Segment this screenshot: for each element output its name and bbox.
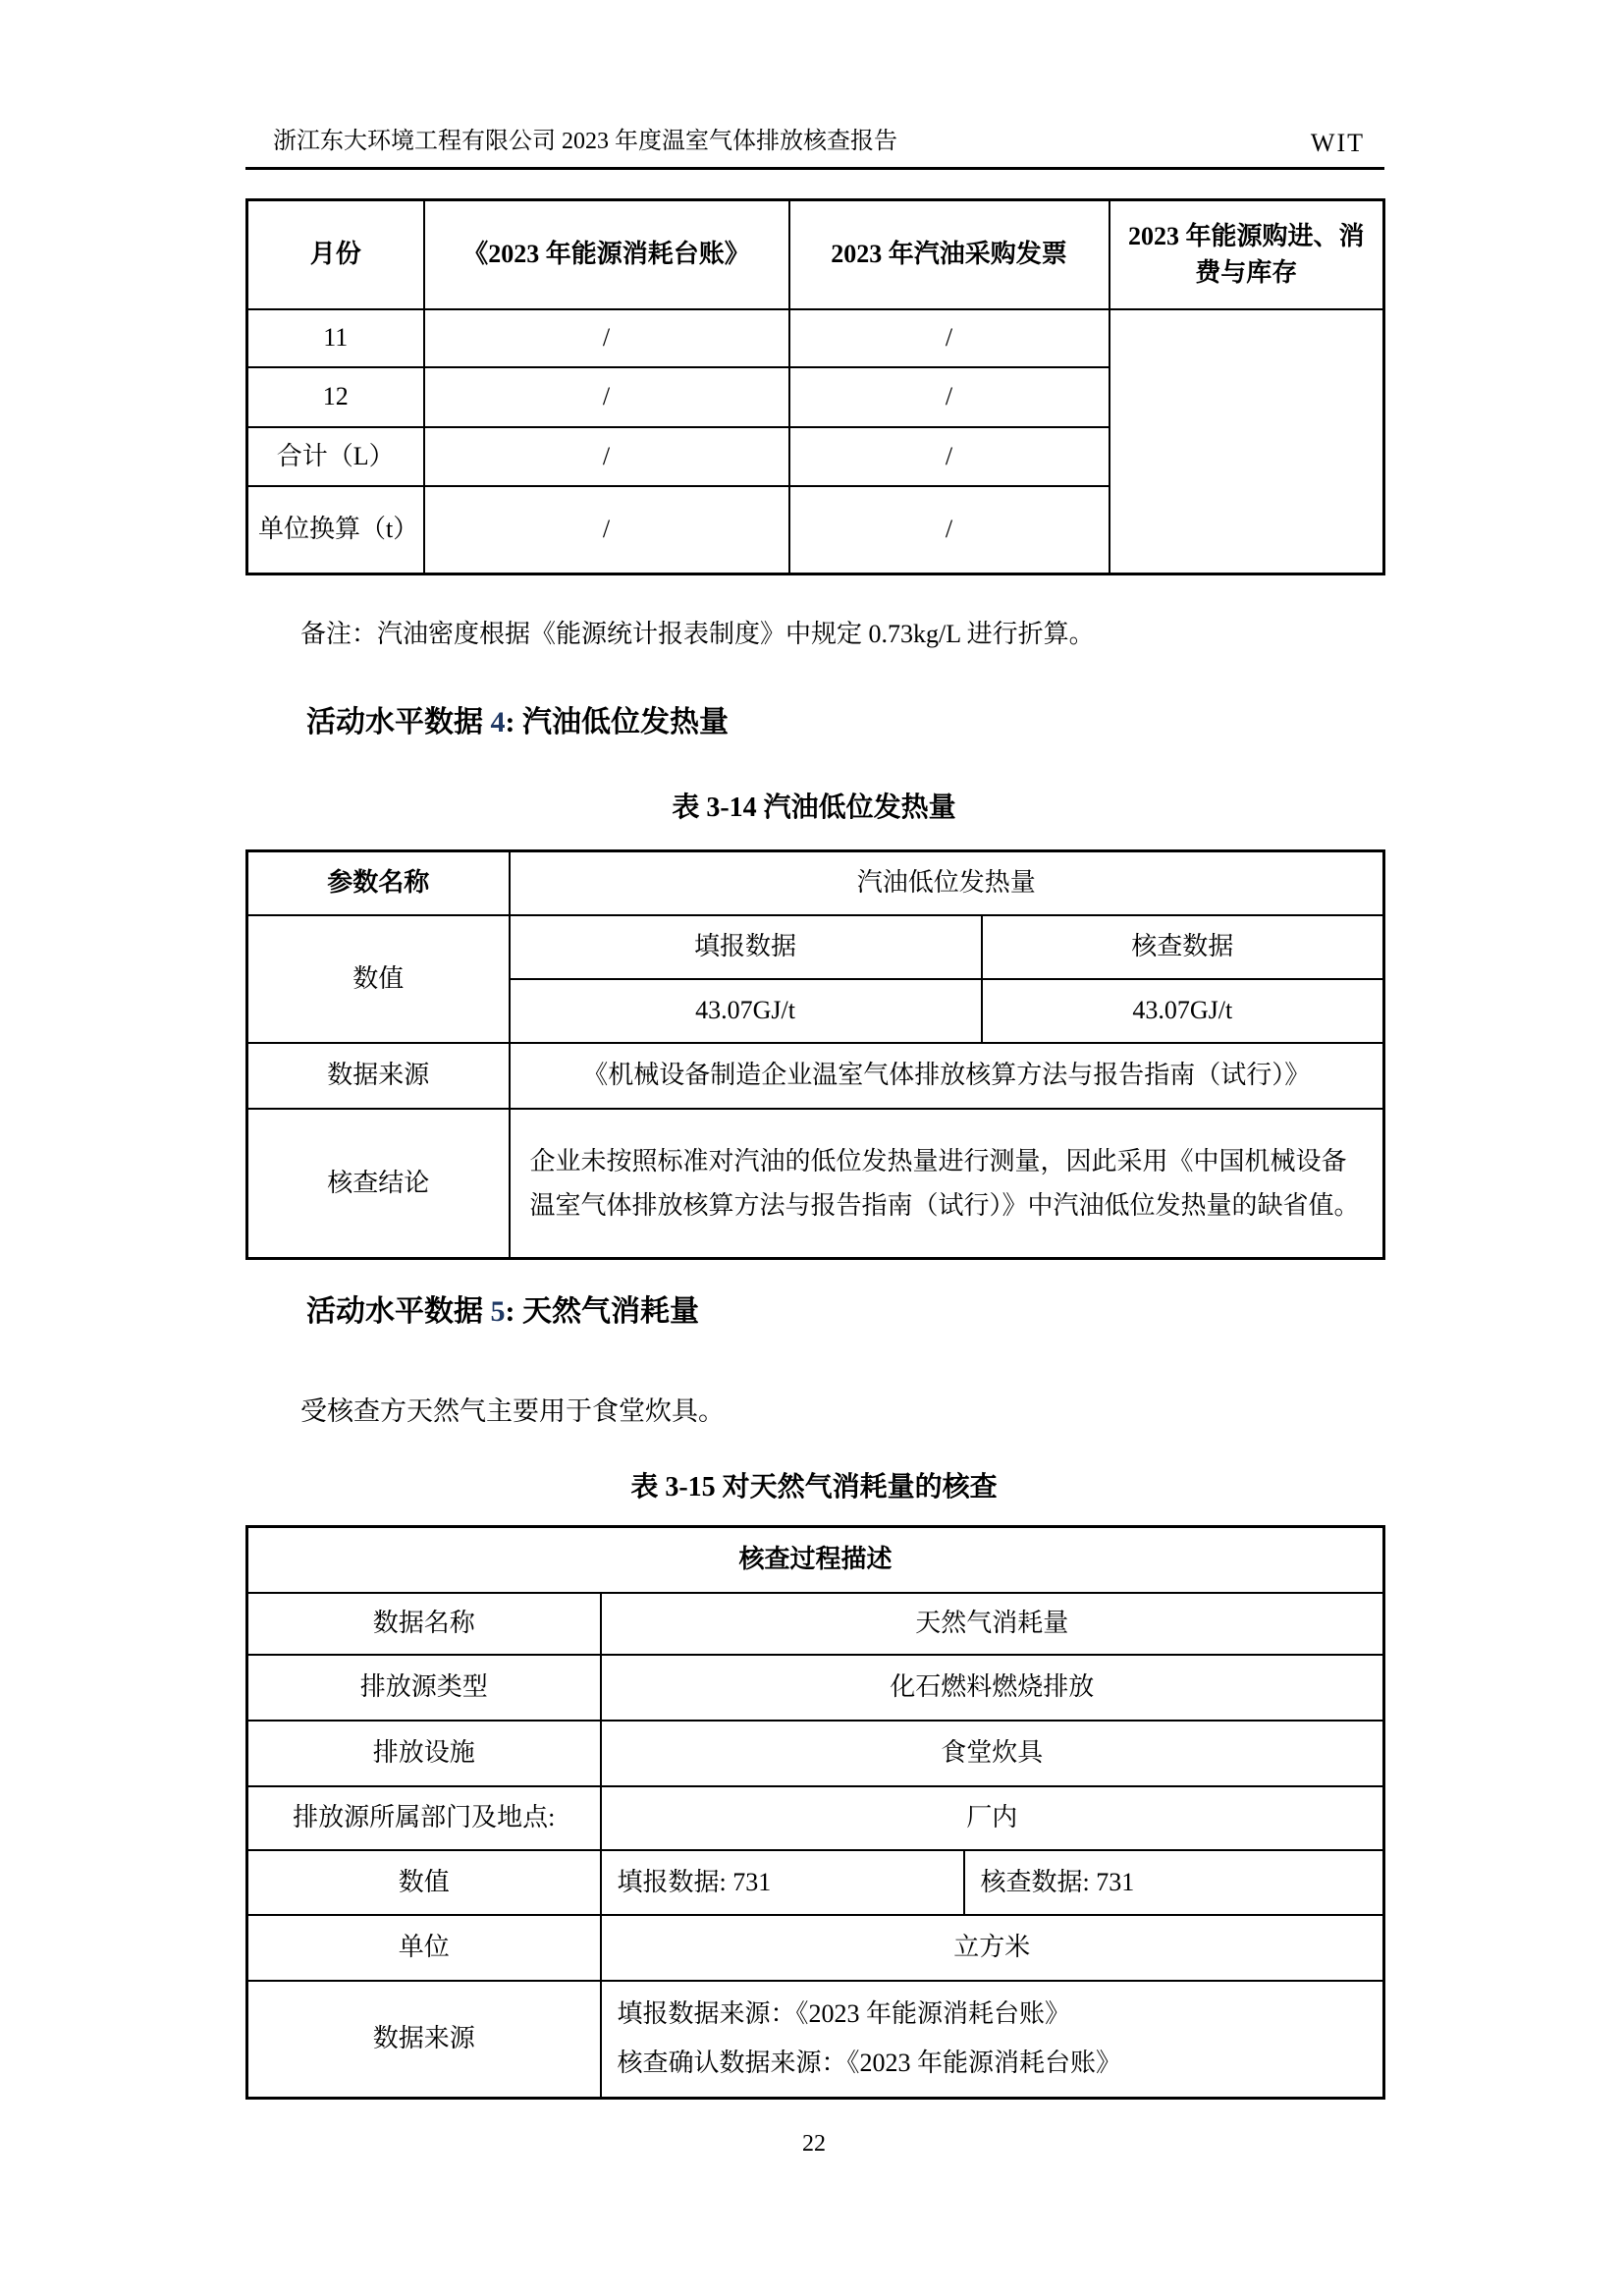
table-header-row (247, 1527, 1384, 1593)
table-row (247, 1655, 1384, 1721)
cell-ledger: / (424, 367, 789, 427)
cell-label: 数据来源 (247, 1981, 601, 2099)
source-line-2: 核查确认数据来源：《2023 年能源消耗台账》 (617, 2049, 1122, 2078)
cell-invoice: / (789, 367, 1110, 427)
cell-value: 立方米 (601, 1915, 1384, 1981)
table-row (247, 851, 1384, 915)
cell-month: 11 (247, 309, 424, 367)
header-divider (245, 167, 1384, 170)
cell-source-value: 《机械设备制造企业温室气体排放核算方法与报告指南（试行）》 (510, 1043, 1384, 1109)
header-logo-text: WIT (1310, 129, 1365, 157)
table-row (247, 1593, 1384, 1655)
cell-value-label: 数值 (247, 915, 510, 1043)
cell-param-label: 参数名称 (247, 851, 510, 915)
heading-text: 活动水平数据 (306, 706, 491, 738)
cell-value: 食堂炊具 (601, 1721, 1384, 1786)
table-row (247, 309, 1384, 367)
heading-text: : 天然气消耗量 (505, 1295, 699, 1328)
cell-verified-value: 43.07GJ/t (982, 979, 1384, 1043)
col-header-invoice: 2023 年汽油采购发票 (789, 200, 1110, 309)
cell-verified-value: 核查数据: 731 (964, 1850, 1384, 1915)
cell-source-label: 数据来源 (247, 1043, 510, 1109)
col-header-ledger: 《2023 年能源消耗台账》 (424, 200, 789, 309)
cell-verified-label: 核查数据 (982, 915, 1384, 979)
source-line-1: 填报数据来源：《2023 年能源消耗台账》 (617, 1999, 1071, 2029)
table-row (247, 1915, 1384, 1981)
table-row (247, 1786, 1384, 1850)
section5-intro: 受核查方天然气主要用于食堂炊具。 (300, 1396, 725, 1426)
cell-label: 数值 (247, 1850, 601, 1915)
table-row (247, 1981, 1384, 2099)
cell-label: 数据名称 (247, 1593, 601, 1655)
cell-ledger: / (424, 427, 789, 486)
cell-invoice: / (789, 309, 1110, 367)
cell-value: 厂内 (601, 1786, 1384, 1850)
cell-value: 天然气消耗量 (601, 1593, 1384, 1655)
cell-month: 12 (247, 367, 424, 427)
cell-purchase-merged (1110, 309, 1384, 574)
table-row (247, 1109, 1384, 1259)
cell-label: 排放源所属部门及地点: (247, 1786, 601, 1850)
heading-text: 活动水平数据 (306, 1295, 491, 1328)
table-row (247, 1043, 1384, 1109)
heading-number: 4 (490, 706, 506, 738)
heading-text: : 汽油低位发热量 (505, 706, 729, 738)
gasoline-monthly-table (245, 198, 1385, 575)
cell-value: 化石燃料燃烧排放 (601, 1655, 1384, 1721)
cell-invoice: / (789, 486, 1110, 574)
table-caption-3-15: 表 3-15 对天然气消耗量的核查 (630, 1472, 998, 1503)
cell-label: 排放源类型 (247, 1655, 601, 1721)
col-header-purchase: 2023 年能源购进、消费与库存 (1110, 200, 1384, 309)
section-heading-5 (245, 1292, 1382, 1332)
cell-invoice: / (789, 427, 1110, 486)
natural-gas-verification-table (245, 1525, 1385, 2100)
table-note: 备注：汽油密度根据《能源统计报表制度》中规定 0.73kg/L 进行折算。 (300, 620, 1095, 648)
cell-reported-value: 填报数据: 731 (601, 1850, 964, 1915)
page-header (245, 122, 1382, 161)
cell-reported-label: 填报数据 (510, 915, 982, 979)
heading-number: 5 (490, 1295, 506, 1328)
section-heading-4 (245, 703, 1382, 742)
gasoline-heating-value-table (245, 849, 1385, 1260)
cell-month: 合计（L） (247, 427, 424, 486)
table-row (247, 915, 1384, 979)
cell-conclusion-value: 企业未按照标准对汽油的低位发热量进行测量，因此采用《中国机械设备温室气体排放核算方法与报告指南（试行）》中汽油低位发热量的缺省值。 (510, 1109, 1384, 1259)
table-row (247, 1850, 1384, 1915)
cell-ledger: / (424, 309, 789, 367)
table-header-row (247, 200, 1384, 309)
cell-month: 单位换算（t） (247, 486, 424, 574)
cell-label: 排放设施 (247, 1721, 601, 1786)
header-title: 浙江东大环境工程有限公司 2023 年度温室气体排放核查报告 (273, 129, 897, 154)
page-number: 22 (802, 2131, 826, 2157)
table-caption-3-14: 表 3-14 汽油低位发热量 (672, 793, 956, 823)
cell-conclusion-label: 核查结论 (247, 1109, 510, 1259)
col-header-month: 月份 (247, 200, 424, 309)
cell-param-value: 汽油低位发热量 (510, 851, 1384, 915)
cell-reported-value: 43.07GJ/t (510, 979, 982, 1043)
cell-ledger: / (424, 486, 789, 574)
table-row (247, 1721, 1384, 1786)
cell-table-header: 核查过程描述 (247, 1527, 1384, 1593)
cell-source-value (601, 1981, 1384, 2099)
cell-label: 单位 (247, 1915, 601, 1981)
